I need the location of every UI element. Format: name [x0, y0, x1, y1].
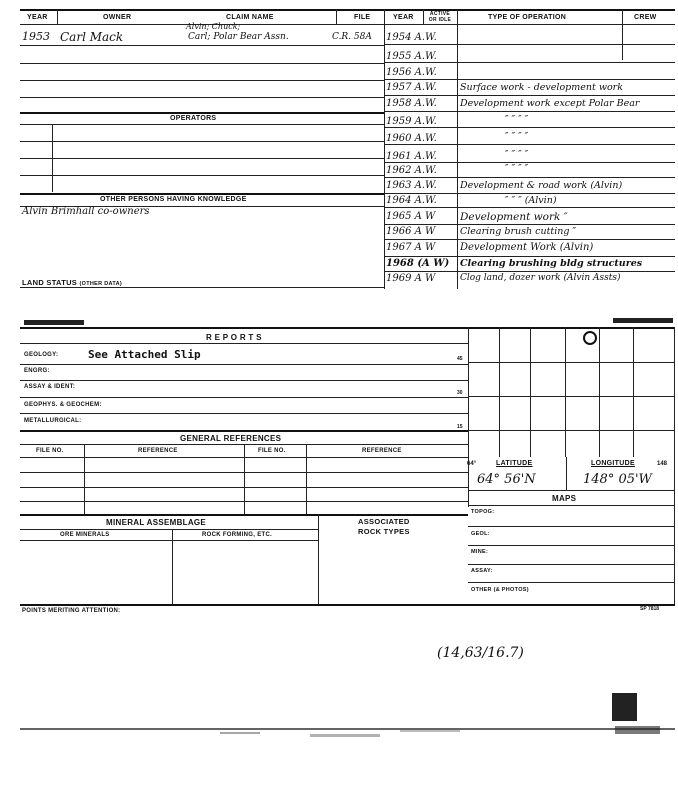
header-file: FILE [354, 14, 371, 21]
general-references-title: GENERAL REFERENCES [180, 434, 282, 443]
activity-type: ″ ″ ″ ″ [505, 131, 529, 142]
maps-other: OTHER (& PHOTOS) [471, 587, 529, 593]
activity-year-1960 [386, 133, 456, 144]
activity-year: 1969 [386, 273, 412, 284]
maps-topog: TOPOG: [471, 509, 495, 515]
header-type-of-operation: TYPE OF OPERATION [488, 14, 567, 21]
activity-year-1961 [386, 151, 456, 162]
activity-year: 1965 [386, 211, 412, 222]
activity-year: 1962 [386, 165, 412, 176]
activity-status: A.W. [414, 165, 437, 176]
activity-type: Development work ″ [460, 211, 568, 223]
activity-type: Development work except Polar Bear [460, 98, 640, 109]
mineral-associated: ASSOCIATED [358, 517, 410, 526]
activity-type: ″ ″ ″ ″ [505, 114, 529, 125]
activity-year: 1961 [386, 151, 412, 162]
activity-year: 1956 [386, 67, 412, 78]
activity-status: A W [414, 273, 436, 284]
activity-year: 1954 [386, 32, 412, 43]
mineral-title: MINERAL ASSEMBLAGE [106, 518, 207, 527]
points-label: POINTS MERITING ATTENTION: [22, 608, 121, 614]
maps-title: MAPS [552, 494, 577, 503]
location-num-left: 64° [467, 461, 477, 467]
activity-year: 1963 [386, 180, 412, 191]
assay-label: ASSAY & IDENT: [24, 384, 76, 390]
header-crew: CREW [634, 14, 657, 21]
activity-status: A W [414, 211, 436, 222]
owner-entry-claim-note-bottom: Carl; Polar Bear Assn. [188, 32, 289, 42]
activity-type: Clearing brushing bldg structures [460, 258, 643, 269]
land-status-title: LAND STATUS [22, 278, 78, 287]
activity-status: A.W. [414, 195, 437, 206]
activity-status: A.W. [414, 133, 437, 144]
gr-col-file-no: FILE NO. [36, 448, 64, 454]
activity-year-1957 [386, 82, 456, 93]
activity-year-1965 [386, 211, 456, 222]
activity-type: Clearing brush cutting ″ [460, 226, 577, 237]
activity-year-1959 [386, 116, 456, 127]
activity-status: A.W. [414, 151, 437, 162]
geophys-label: GEOPHYS. & GEOCHEM: [24, 402, 102, 408]
geology-value: See Attached Slip [88, 348, 201, 361]
activity-type: ″ ″ ″ (Alvin) [505, 195, 557, 206]
gr-col-file-no-2: FILE NO. [258, 448, 286, 454]
mineral-rock-types: ROCK TYPES [358, 527, 410, 536]
activity-status: A.W. [414, 51, 437, 62]
reports-num-15: 15 [457, 424, 463, 430]
owner-entry-claim-note-top: Alvin; Chuck; [186, 22, 241, 31]
location-num-right: 148 [657, 461, 668, 467]
activity-year: 1958 [386, 98, 412, 109]
activity-status: A W [414, 226, 436, 237]
activity-year: 1960 [386, 133, 412, 144]
engrg-label: ENGRG: [24, 368, 50, 374]
activity-year-1966 [386, 226, 456, 237]
header-year: YEAR [27, 14, 48, 21]
scan-noise [615, 726, 660, 734]
maps-assay: ASSAY: [471, 568, 493, 574]
activity-status: A.W. [414, 180, 437, 191]
other-persons-label: OTHER PERSONS HAVING KNOWLEDGE [100, 196, 247, 203]
geology-label: GEOLOGY: [24, 352, 59, 358]
activity-year-1969 [386, 273, 456, 284]
activity-status: (A W) [417, 258, 450, 269]
gr-col-reference-2: REFERENCE [362, 448, 402, 454]
activity-year-1956 [386, 67, 456, 78]
scan-noise [613, 318, 673, 323]
activity-year-1963 [386, 180, 456, 191]
maps-mine: MINE: [471, 549, 489, 555]
scan-noise [400, 730, 460, 732]
mineral-rock-forming: ROCK FORMING, ETC. [202, 532, 273, 538]
coordinates-note: (14,63/16.7) [437, 645, 524, 661]
latitude-value: 64° 56'N [477, 472, 536, 487]
reports-title: R E P O R T S [206, 333, 262, 342]
activity-year-1968 [386, 258, 456, 269]
activity-year-1955 [386, 51, 456, 62]
activity-status: A.W. [414, 67, 437, 78]
activity-year: 1955 [386, 51, 412, 62]
activity-year-1962 [386, 165, 456, 176]
scan-noise [220, 732, 260, 734]
metallurgical-label: METALLURGICAL: [24, 418, 82, 424]
activity-year: 1966 [386, 226, 412, 237]
activity-type: ″ ″ ″ ″ [505, 149, 529, 160]
activity-year-1954 [386, 32, 456, 43]
reports-num-30: 30 [457, 390, 463, 396]
activity-status: A.W. [414, 98, 437, 109]
header-owner: OWNER [103, 14, 132, 21]
longitude-value: 148° 05'W [583, 472, 652, 487]
activity-type: Development Work (Alvin) [460, 242, 594, 253]
form-number: SP 7818 [640, 606, 660, 612]
other-persons-entry: Alvin Brimhall co-owners [22, 206, 150, 217]
maps-geol: GEOL: [471, 531, 490, 537]
location-marker-icon [583, 331, 597, 345]
header-claim-name: CLAIM NAME [226, 14, 274, 21]
scan-noise [310, 734, 380, 737]
longitude-label: LONGITUDE [591, 460, 635, 467]
activity-year: 1957 [386, 82, 412, 93]
activity-year: 1959 [386, 116, 412, 127]
activity-year: 1968 [386, 258, 414, 269]
reports-num-45: 45 [457, 356, 463, 362]
scan-noise [612, 693, 637, 721]
operators-label: OPERATORS [170, 115, 217, 122]
owner-entry-owner: Carl Mack [60, 30, 124, 44]
header-active-idle: ACTIVE OR IDLE [428, 11, 452, 23]
activity-year: 1964 [386, 195, 412, 206]
activity-status: A.W. [414, 116, 437, 127]
activity-year-1967 [386, 242, 456, 253]
land-status-label [22, 278, 122, 287]
activity-type: Surface work - development work [460, 82, 623, 93]
mineral-ore-minerals: ORE MINERALS [60, 532, 110, 538]
activity-year-1958 [386, 98, 456, 109]
owner-entry-year: 1953 [22, 30, 50, 43]
gr-col-reference: REFERENCE [138, 448, 178, 454]
latitude-label: LATITUDE [496, 460, 533, 467]
activity-status: A.W. [414, 32, 437, 43]
activity-type: Clog land, dozer work (Alvin Assts) [460, 273, 621, 283]
activity-status: A.W. [414, 82, 437, 93]
activity-year: 1967 [386, 242, 412, 253]
activity-year-1964 [386, 195, 456, 206]
scan-noise [20, 728, 675, 730]
header-year-2: YEAR [393, 14, 414, 21]
land-status-sub: (OTHER DATA) [79, 281, 122, 287]
owner-entry-file: C.R. 58A [332, 32, 372, 42]
activity-type: Development & road work (Alvin) [460, 180, 623, 191]
activity-type: ″ ″ ″ ″ [505, 163, 529, 174]
activity-status: A W [414, 242, 436, 253]
scan-noise [24, 320, 84, 325]
